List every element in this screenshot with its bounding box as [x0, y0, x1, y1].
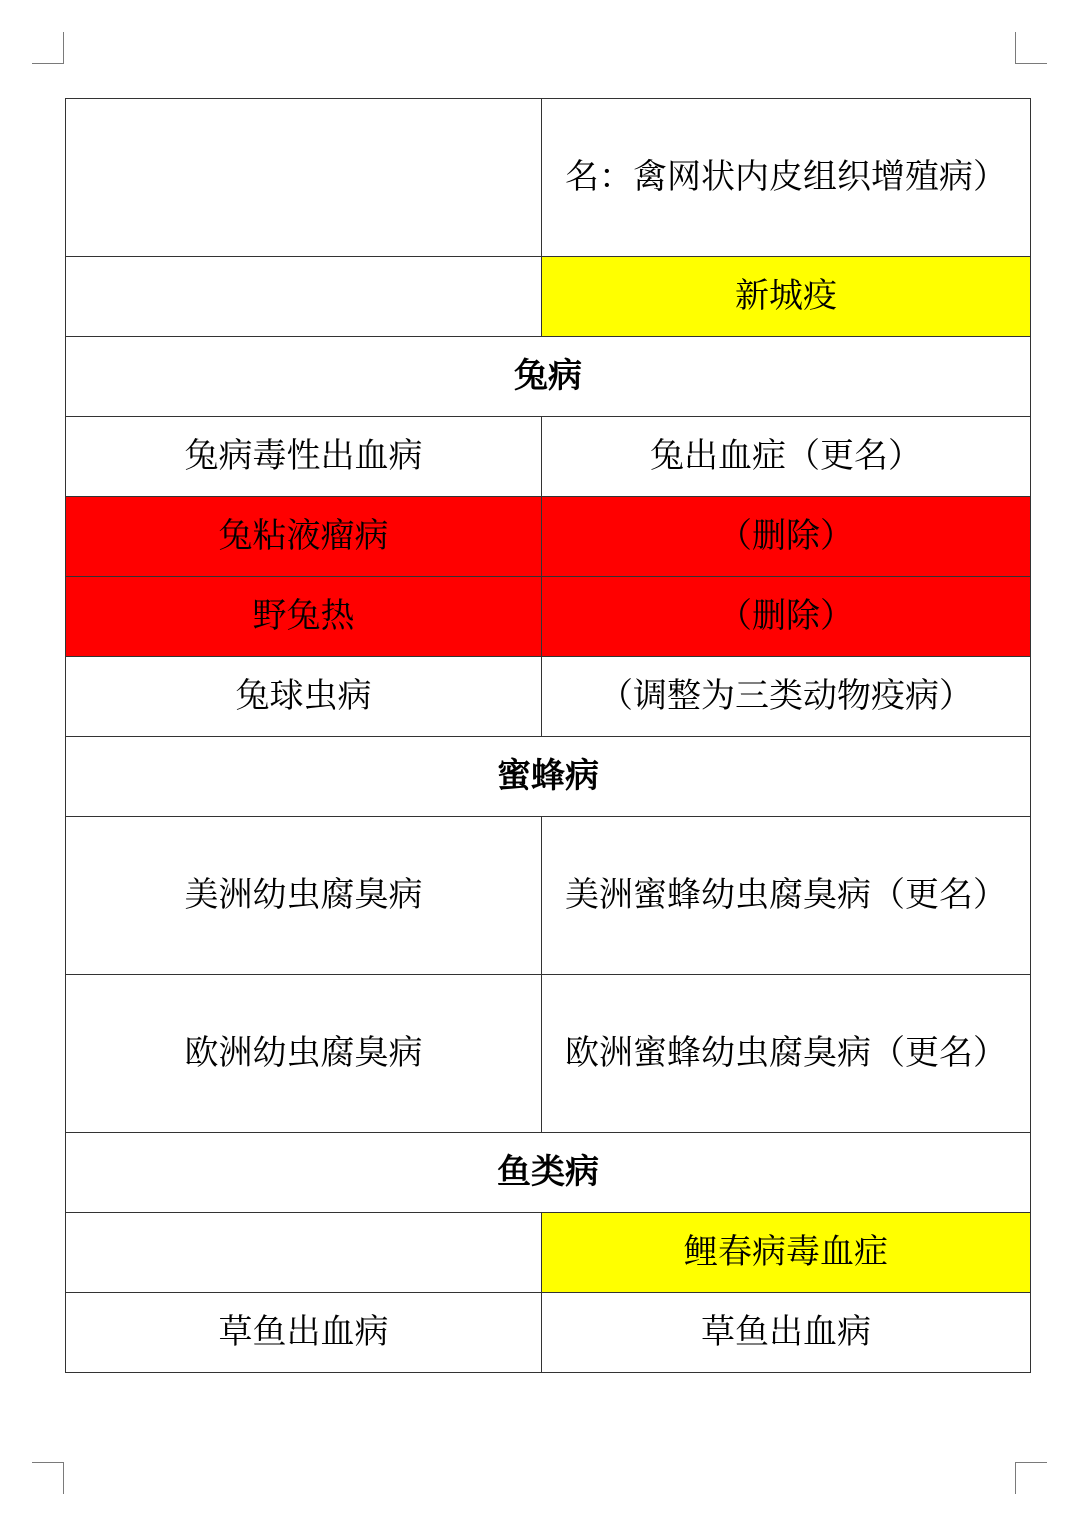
crop-mark-top-left	[32, 32, 64, 64]
table-row	[66, 975, 1031, 1133]
table-row	[66, 1213, 1031, 1293]
disease-table	[65, 98, 1031, 1373]
table-row	[66, 497, 1031, 577]
table-row	[66, 577, 1031, 657]
new-name-cell: （删除）	[542, 577, 1031, 657]
old-name-cell	[66, 99, 542, 257]
old-name-cell: 兔粘液瘤病	[66, 497, 542, 577]
section-row	[66, 1133, 1031, 1213]
old-name-cell: 草鱼出血病	[66, 1293, 542, 1373]
old-name-cell	[66, 1213, 542, 1293]
section-row	[66, 337, 1031, 417]
table-row	[66, 417, 1031, 497]
section-heading-bee: 蜜蜂病	[66, 737, 1031, 817]
new-name-cell: 美洲蜜蜂幼虫腐臭病（更名）	[542, 817, 1031, 975]
old-name-cell	[66, 257, 542, 337]
table-row	[66, 657, 1031, 737]
new-name-cell: 兔出血症（更名）	[542, 417, 1031, 497]
section-row	[66, 737, 1031, 817]
new-name-cell: 鲤春病毒血症	[542, 1213, 1031, 1293]
new-name-cell: （调整为三类动物疫病）	[542, 657, 1031, 737]
table-row	[66, 99, 1031, 257]
new-name-cell: 草鱼出血病	[542, 1293, 1031, 1373]
table-row	[66, 257, 1031, 337]
new-name-cell: 新城疫	[542, 257, 1031, 337]
section-heading-rabbit: 兔病	[66, 337, 1031, 417]
table-row	[66, 817, 1031, 975]
table-row	[66, 1293, 1031, 1373]
old-name-cell: 美洲幼虫腐臭病	[66, 817, 542, 975]
old-name-cell: 野兔热	[66, 577, 542, 657]
crop-mark-bottom-right	[1015, 1462, 1047, 1494]
old-name-cell: 兔病毒性出血病	[66, 417, 542, 497]
crop-mark-top-right	[1015, 32, 1047, 64]
new-name-cell: 欧洲蜜蜂幼虫腐臭病（更名）	[542, 975, 1031, 1133]
section-heading-fish: 鱼类病	[66, 1133, 1031, 1213]
old-name-cell: 兔球虫病	[66, 657, 542, 737]
new-name-cell: （删除）	[542, 497, 1031, 577]
old-name-cell: 欧洲幼虫腐臭病	[66, 975, 542, 1133]
new-name-cell: 名：禽网状内皮组织增殖病）	[542, 99, 1031, 257]
crop-mark-bottom-left	[32, 1462, 64, 1494]
